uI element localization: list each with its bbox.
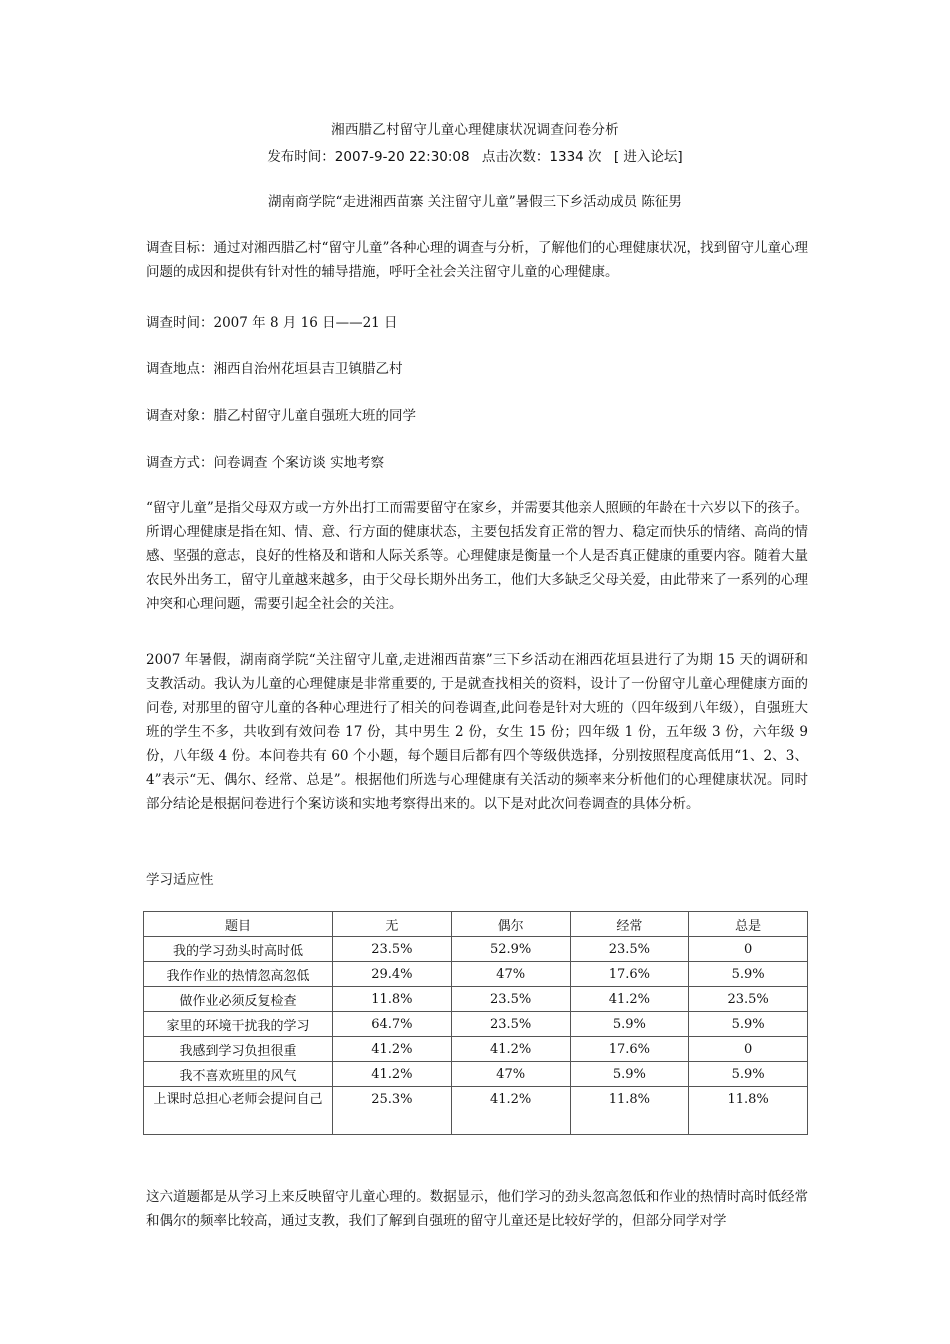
question-cell: 家里的环境干扰我的学习 — [144, 1012, 333, 1037]
value-cell: 41.2% — [333, 1037, 452, 1062]
value-cell: 47% — [451, 962, 570, 987]
survey-time: 调查时间：2007 年 8 月 16 日——21 日 — [146, 315, 398, 331]
value-cell: 11.8% — [570, 1087, 689, 1135]
value-cell: 17.6% — [570, 962, 689, 987]
value-cell: 5.9% — [689, 1012, 808, 1037]
question-cell: 我感到学习负担很重 — [144, 1037, 333, 1062]
value-cell: 41.2% — [451, 1037, 570, 1062]
publish-meta — [0, 145, 950, 165]
value-cell: 41.2% — [333, 1062, 452, 1087]
value-cell: 29.4% — [333, 962, 452, 987]
value-cell: 52.9% — [451, 937, 570, 962]
value-cell: 5.9% — [689, 1062, 808, 1087]
value-cell: 0 — [689, 937, 808, 962]
forum-link[interactable]: [ 进入论坛] — [613, 149, 683, 165]
table-row — [144, 1062, 808, 1087]
survey-method: 调查方式：问卷调查 个案访谈 实地考察 — [146, 455, 385, 471]
value-cell: 41.2% — [451, 1087, 570, 1135]
table-heading: 学习适应性 — [146, 872, 214, 888]
value-cell: 23.5% — [451, 1012, 570, 1037]
document-title: 湘西腊乙村留守儿童心理健康状况调查问卷分析 — [331, 122, 619, 138]
header-never: 无 — [333, 912, 452, 937]
value-cell: 0 — [689, 1037, 808, 1062]
value-cell: 23.5% — [451, 987, 570, 1012]
summary-paragraph: 这六道题都是从学习上来反映留守儿童心理的。数据显示，他们学习的劲头忽高忽低和作业的热情时高时低经常和偶尔的频率比较高，通过支教，我们了解到自强班的留守儿童还是比较好学的，但部分同学对学 — [146, 1189, 808, 1229]
value-cell: 11.8% — [333, 987, 452, 1012]
intro-paragraph-1: “留守儿童”是指父母双方或一方外出打工而需要留守在家乡，并需要其他亲人照顾的年龄在十六岁以下的孩子。所谓心理健康是指在知、情、意、行方面的健康状态，主要包括发育正常的智力、稳定而快乐的情绪、高尚的情感、坚强的意志，良好的性格及和谐和人际关系等。心理健康是衡量一个人是否真正健康的重要内容。随着大量农民外出务工，留守儿童越来越多，由于父母长期外出务工，他们大多缺乏父母关爱，由此带来了一系列的心理冲突和心理问题，需要引起全社会的关注。 — [146, 500, 808, 612]
question-cell: 我的学习劲头时高时低 — [144, 937, 333, 962]
value-cell: 11.8% — [689, 1087, 808, 1135]
learning-adaptability-table — [143, 911, 808, 1135]
value-cell: 25.3% — [333, 1087, 452, 1135]
question-cell: 做作业必须反复检查 — [144, 987, 333, 1012]
value-cell: 5.9% — [570, 1062, 689, 1087]
header-always: 总是 — [689, 912, 808, 937]
publish-time: 发布时间：2007-9-20 22:30:08 — [267, 149, 470, 165]
table-row — [144, 987, 808, 1012]
value-cell: 5.9% — [570, 1012, 689, 1037]
question-cell: 上课时总担心老师会提问自己 — [144, 1087, 333, 1135]
question-cell: 我不喜欢班里的风气 — [144, 1062, 333, 1087]
header-sometimes: 偶尔 — [451, 912, 570, 937]
table-header-row — [144, 912, 808, 937]
value-cell: 41.2% — [570, 987, 689, 1012]
header-question: 题目 — [144, 912, 333, 937]
table-row — [144, 937, 808, 962]
value-cell: 5.9% — [689, 962, 808, 987]
header-often: 经常 — [570, 912, 689, 937]
table-row — [144, 1037, 808, 1062]
survey-subject: 调查对象：腊乙村留守儿童自强班大班的同学 — [146, 408, 416, 424]
value-cell: 23.5% — [333, 937, 452, 962]
value-cell: 23.5% — [689, 987, 808, 1012]
table-row — [144, 1087, 808, 1135]
question-cell: 我作作业的热情忽高忽低 — [144, 962, 333, 987]
survey-goal: 调查目标：通过对湘西腊乙村“留守儿童”各种心理的调查与分析，了解他们的心理健康状况，找到留守儿童心理问题的成因和提供有针对性的辅导措施，呼吁全社会关注留守儿童的心理健康。 — [146, 240, 808, 280]
value-cell: 64.7% — [333, 1012, 452, 1037]
value-cell: 23.5% — [570, 937, 689, 962]
table-row — [144, 1012, 808, 1037]
click-count: 点击次数：1334 次 — [481, 149, 602, 165]
table-row — [144, 962, 808, 987]
value-cell: 17.6% — [570, 1037, 689, 1062]
value-cell: 47% — [451, 1062, 570, 1087]
intro-paragraph-2: 2007 年暑假，湖南商学院“关注留守儿童,走进湘西苗寨”三下乡活动在湘西花垣县进行了为期 15 天的调研和支教活动。我认为儿童的心理健康是非常重要的, 于是就查找相关的资料，设计了一份留守儿童心理健康方面的问卷, 对那里的留守儿童的各种心理进行了相关的问卷调查,此问卷是针对大班的（四年级到八年级），自强班大班的学生不多，共收到有效问卷 17 份，其中男生 2 份，女生 15 份；四年级 1 份，五年级 3 份，六年级 9 份，八年级 4 份。本问卷共有 60 个小题，每个题目后都有四个等级供选择，分别按照程度高低用“1、2、3、4”表示“无、偶尔、经常、总是”。根据他们所选与心理健康有关活动的频率来分析他们的心理健康状况。同时部分结论是根据问卷进行个案访谈和实地考察得出来的。以下是对此次问卷调查的具体分析。 — [146, 652, 808, 812]
survey-place: 调查地点：湘西自治州花垣县吉卫镇腊乙村 — [146, 361, 403, 377]
author-line: 湖南商学院“走进湘西苗寨 关注留守儿童”暑假三下乡活动成员 陈征男 — [268, 194, 682, 210]
